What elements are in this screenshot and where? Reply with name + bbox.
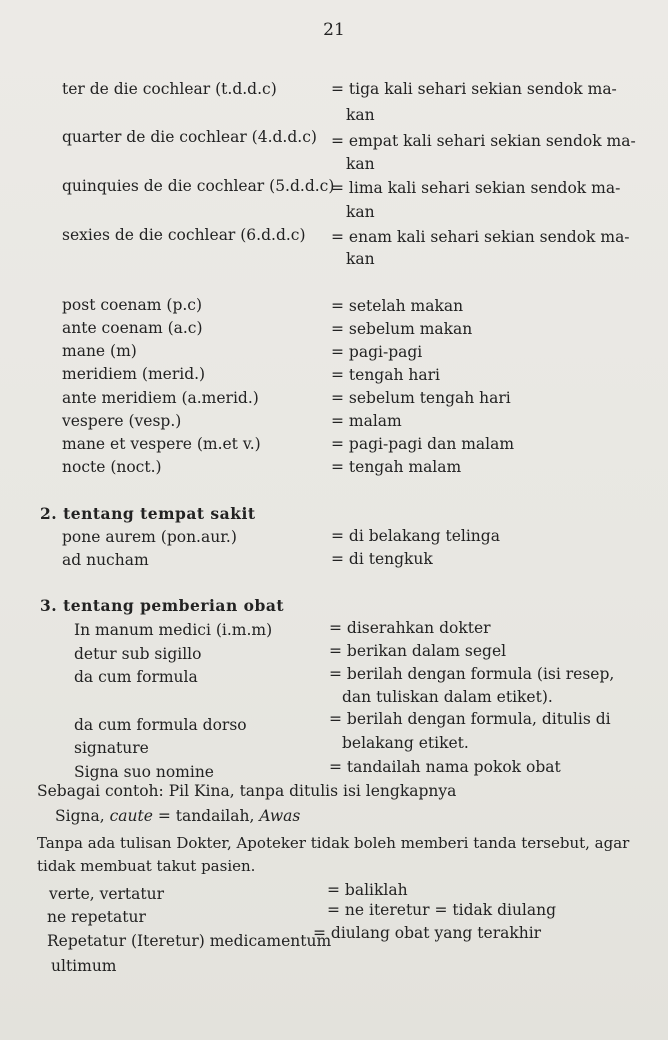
term-pon-aur: pone aurem (pon.aur.)	[62, 528, 237, 546]
paragraph-line1: Tanpa ada tulisan Dokter, Apoteker tidak boleh memberi tanda tersebut, agar	[37, 834, 630, 852]
meaning-signa-suo: = tandailah nama pokok obat	[329, 758, 561, 776]
meaning-4ddc-cont: kan	[346, 155, 375, 173]
meaning-pc: = setelah makan	[331, 297, 464, 315]
term-noct: nocte (noct.)	[62, 458, 162, 476]
term-repetatur: Repetatur (Iteretur) medicamentum	[47, 932, 332, 950]
meaning-6ddc-cont: kan	[346, 250, 375, 268]
meaning-5ddc: = lima kali sehari sekian sendok ma-	[331, 179, 621, 197]
meaning-imm: = diserahkan dokter	[329, 619, 491, 637]
term-signature: signature	[74, 739, 149, 757]
term-m: mane (m)	[62, 342, 137, 360]
term-detur: detur sub sigillo	[74, 645, 202, 663]
meaning-repetatur: = diulang obat yang terakhir	[313, 924, 542, 942]
term-amerid: ante meridiem (a.merid.)	[62, 389, 259, 407]
section-heading-tempat: 2. tentang tempat sakit	[40, 504, 256, 523]
meaning-mv: = pagi-pagi dan malam	[331, 435, 515, 453]
term-verte: verte, vertatur	[49, 885, 165, 903]
meaning-ne-repetatur: = ne iteretur = tidak diulang	[327, 901, 557, 919]
section-heading-pemberian: 3. tentang pemberian obat	[40, 596, 285, 615]
example-line: Sebagai contoh: Pil Kina, tanpa ditulis isi lengkapnya	[37, 782, 457, 800]
term-5ddc: quinquies de die cochlear (5.d.d.c)	[62, 177, 335, 195]
term-merid: meridiem (merid.)	[62, 365, 206, 383]
meaning-dorso: = berilah dengan formula, ditulis di	[329, 710, 611, 728]
term-ne-repetatur: ne repetatur	[47, 908, 146, 926]
meaning-da-cum-formula: = berilah dengan formula (isi resep,	[329, 665, 615, 683]
meaning-verte: = baliklah	[327, 881, 408, 899]
meaning-detur: = berikan dalam segel	[329, 642, 507, 660]
meaning-5ddc-cont: kan	[346, 203, 375, 221]
meaning-pon-aur: = di belakang telinga	[331, 527, 500, 545]
meaning-6ddc: = enam kali sehari sekian sendok ma-	[331, 228, 630, 246]
meaning-ad-nucham: = di tengkuk	[331, 550, 433, 568]
meaning-4ddc: = empat kali sehari sekian sendok ma-	[331, 132, 636, 150]
meaning-amerid: = sebelum tengah hari	[331, 389, 511, 407]
meaning-dorso-cont: belakang etiket.	[342, 734, 469, 752]
meaning-noct: = tengah malam	[331, 458, 462, 476]
term-vesp: vespere (vesp.)	[62, 412, 182, 430]
term-da-cum-formula-dorso: da cum formula dorso	[74, 716, 247, 734]
term-ad-nucham: ad nucham	[62, 551, 149, 569]
term-pc: post coenam (p.c)	[62, 296, 203, 314]
term-tddc: ter de die cochlear (t.d.d.c)	[62, 80, 277, 98]
meaning-tddc-cont: kan	[346, 106, 375, 124]
term-ac: ante coenam (a.c)	[62, 319, 203, 337]
meaning-da-cum-formula-cont: dan tuliskan dalam etiket).	[342, 688, 553, 706]
term-6ddc: sexies de die cochlear (6.d.d.c)	[62, 226, 306, 244]
example-signa: Signa, caute = tandailah, Awas	[55, 807, 301, 825]
meaning-tddc: = tiga kali sehari sekian sendok ma-	[331, 80, 617, 98]
meaning-ac: = sebelum makan	[331, 320, 473, 338]
meaning-vesp: = malam	[331, 412, 402, 430]
term-ultimum: ultimum	[51, 957, 117, 975]
term-signa-suo: Signa suo nomine	[74, 763, 214, 781]
term-4ddc: quarter de die cochlear (4.d.d.c)	[62, 128, 317, 146]
term-mv: mane et vespere (m.et v.)	[62, 435, 261, 453]
term-imm: In manum medici (i.m.m)	[74, 621, 273, 639]
page-number: 21	[323, 20, 345, 40]
term-da-cum-formula: da cum formula	[74, 668, 198, 686]
meaning-m: = pagi-pagi	[331, 343, 423, 361]
meaning-merid: = tengah hari	[331, 366, 440, 384]
paragraph-line2: tidak membuat takut pasien.	[37, 857, 256, 875]
